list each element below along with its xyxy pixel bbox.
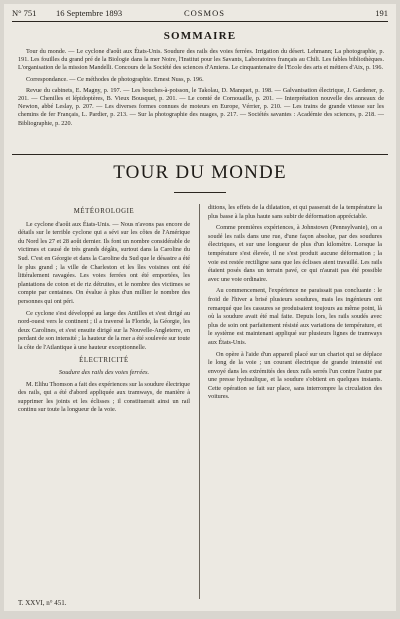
article-paragraph: M. Elihu Thomson a fait des expériences sur la soudure électrique des rails, qui a été d'abord appliquée aux tramways, de manière à supprimer les joints et les éclisses ; il constituerait ainsi un rail continu sur toute la longueur de la voie. [18,380,190,414]
volume-footer: T. XXVI, n° 451. [18,599,67,607]
header-rule [12,21,388,22]
page-number: 191 [375,8,388,18]
sommaire-paragraph: Correspondance. — Ce méthodes de photographie. Ernest Nuss, p. 196. [26,75,204,83]
journal-name: COSMOS [184,8,225,18]
article-subheading: Soudure des rails des voies ferrées. [58,369,150,377]
article-paragraph: On opère à l'aide d'un appareil placé sur un chariot qui se déplace le long de la voie ; un courant électrique de grande intensité est envoyé dans les extrémités des deux rails serrés l'un contre l'autre par une presse hydraulique, et la soudure s'obtient en quelques instants. Cette opération se fait sur place, sans interrompre la circulation des voitures. [208,350,382,401]
sommaire-body [18,48,384,131]
article-paragraph: Comme premières expériences, à Johnstown (Pennsylvanie), on a soudé les rails dans une rue, d'une façon absolue, par des soudures électriques, et sur une longueur de plus d'un kilomètre. Lorsque la température s'est élevée, il ne s'est produit aucune déformation ; la voie est restée rectiligne sans que les éclisses aient travaillé. Les rails étaient posés dans un terrain pavé, ce qui n'aurait pas été possible avec une voie ordinaire. [208,224,382,283]
left-column [18,204,190,418]
section-title: TOUR DU MONDE [113,162,287,183]
sommaire-heading: SOMMAIRE [163,30,237,42]
sommaire-paragraph: Tour du monde. — Le cyclone d'août aux États-Unis. Soudure des rails des voies ferrées. Irrigation du désert. Lehmann; La photographie, p. 191. Les fouilles du grand pré de la Biologie dans la mer Noire, l'Institut pour les Savants, Laboratoires français au Chili. Les fables bibliothèques. L'organisation de la mission Mandelli. Concours de la Société des sciences d'Amiens. Le cinquantenaire de l'Ecole des arts et métiers d'Aix, p. 196. [18,48,384,72]
section-rule [12,154,388,155]
article-paragraph: Le cyclone d'août aux États-Unis. — Nous n'avons pas encore de détails sur le terrible cyclone qui a sévi sur les côtes de l'Amérique du Nord les 27 et 28 août dernier. Ils font un nombre considérable de victimes et causé de très grands dégâts, surtout dans la Caroline du Sud. C'est en Géorgie et dans la Caroline du Sud que le désastre a été le plus grand ; la ville de Charleston et les îles voisines ont été littéralement ravagées. Les voies ferrées ont été emportées, les plantations de coton et de riz détruites, et le nombre des victimes se compte par centaines. On évalue à plus d'un millier le nombre des personnes qui ont péri. [18,220,190,305]
rubric-heading-electricite: ÉLECTRICITÉ [79,356,129,364]
article-paragraph: Au commencement, l'expérience ne paraissait pas concluante : le froid de l'hiver a brisé plusieurs soudures, mais les ingénieurs ont remarqué que les cassures se produisaient toujours au même point, là où la soudure avait été mal faite. Depuis lors, les rails soudés avec plus de soin ont parfaitement résisté aux variations de température, et le système est maintenant appliqué sur plusieurs lignes de tramways aux États-Unis. [208,287,382,346]
title-underline [174,192,226,193]
rubric-heading-meteorologie: MÉTÉOROLOGIE [73,208,135,215]
article-paragraph: ditions, les effets de la dilatation, et qui passerait de la température la plus basse à la plus haute sans subir de déformation appréciable. [208,204,382,220]
page-header [12,8,388,20]
article-paragraph: Ce cyclone s'est développé au large des Antilles et s'est dirigé au nord-ouest vers le continent ; il a traversé la Floride, la Géorgie, les deux Carolines, et s'est ensuite dirigé sur la Nouvelle-Angleterre, en perdant de son intensité ; la hauteur de la mer a été soulevée sur toute la côte de l'Atlantique à une hauteur exceptionnelle. [18,309,190,351]
sommaire-paragraph: Revue du cabinets, E. Magny, p. 197. — Les bouches-à-poisson, le Takolau, D. Manquet, p. 198. — Galvanisation électrique, J. Gardener, p. 201. — Chenilles et lépidoptères, B. Vieux Bousquet, p. 201. — Le comté de Cornouaille, p. 201. — Interprétation nouvelle des anneaux de Newton, abbé Leslay, p. 207. — Les diverses formes connues de moteurs en Europe, Vérrier, p. 210. — Les trains de grande vitesse sur les chemins de fer Français, L. Pardier, p. 213. — Sur la photographie des nuages, p. 217. — Sociétés savantes : Académie des sciences, p. 218. — Bibliographie, p. 220. [18,86,384,127]
journal-page [4,4,396,611]
right-column [208,204,382,405]
issue-number: N° 751 [12,8,37,18]
issue-date: 16 Septembre 1893 [56,8,123,18]
column-divider [199,204,200,599]
